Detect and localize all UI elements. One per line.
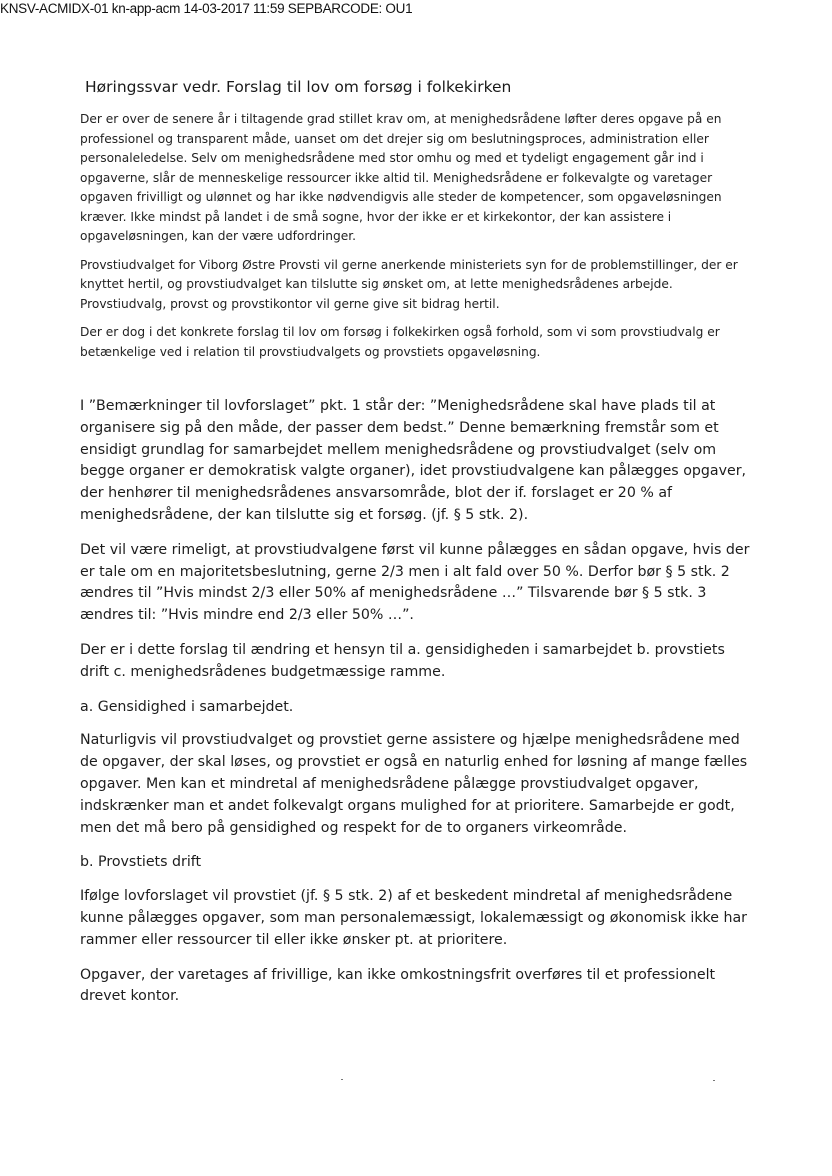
body-paragraph: Opgaver, der varetages af frivillige, kan ikke omkostningsfrit overføres til et professionelt drevet kontor.	[80, 966, 716, 1005]
scan-speck	[713, 1080, 715, 1081]
intro-paragraph: Der er dog i det konkrete forslag til lov om forsøg i folkekirken også forhold, som vi som provstiudvalg er betænkelige ved i relation til provstiudvalgets og provstiets opgaveløsning.	[80, 325, 720, 359]
body-paragraph: Ifølge lovforslaget vil provstiet (jf. § 5 stk. 2) af et beskedent mindretal af menighedsrådene kunne pålægges opgaver, som man personalemæssigt, lokalemæssigt og økonomisk ikke har rammer eller ressourcer til eller ikke ønsker pt. at prioritere.	[80, 888, 747, 948]
body-paragraph: I ”Bemærkninger til lovforslaget” pkt. 1 står der: ”Menighedsrådene skal have plads til at organisere sig på den måde, der passer dem bedst.” Denne bemærkning fremstår som et ensidigt grundlag for samarbejdet mellem menighedsrådene og provstiudvalget (selv om begge organer er demokratisk valgte organer), idet provstiudvalgene kan pålægges opgaver, der henhører til menighedsrådenes ansvarsområde, blot der if. forslaget er 20 % af menighedsrådene, der kan tilslutte sig et forsøg. (jf. § 5 stk. 2).	[80, 398, 747, 523]
document-page	[80, 78, 752, 1021]
body-paragraph: Naturligvis vil provstiudvalget og provstiet gerne assistere og hjælpe menighedsrådene med de opgaver, der skal løses, og provstiet er også en naturlig enhed for løsning af mange fælles opgaver. Men kan et mindretal af menighedsrådene pålægge provstiudvalget opgaver, indskrænker man et andet folkevalgt organs mulighed for at prioritere. Samarbejde er godt, men det må bero på gensidighed og respekt for de to organers virkeområde.	[80, 732, 748, 836]
body-paragraph: Det vil være rimeligt, at provstiudvalgene først vil kunne pålægges en sådan opgave, hvis der er tale om en majoritetsbeslutning, gerne 2/3 men i alt fald over 50 %. Derfor bør § 5 stk. 2 ændres til ”Hvis mindst 2/3 eller 50% af menighedsrådene …” Tilsvarende bør § 5 stk. 3 ændres til: ”Hvis mindre end 2/3 eller 50% …”.	[80, 541, 750, 624]
scan-speck	[341, 1079, 343, 1080]
section-heading-provstiets-drift: b. Provstiets drift	[80, 854, 202, 871]
intro-paragraph: Provstiudvalget for Viborg Østre Provsti vil gerne anerkende ministeriets syn for de problemstillinger, der er knyttet hertil, og provstiudvalget kan tilslutte sig ønsket om, at lette menighedsrådenes arbejde. Provstiudvalg, provst og provstikontor vil gerne give sit bidrag hertil.	[80, 257, 738, 311]
main-section	[80, 396, 752, 1008]
scan-header-stamp: KNSV-ACMIDX-01 kn-app-acm 14-03-2017 11:59 SEPBARCODE: OU1	[0, 1, 413, 16]
document-title: Høringssvar vedr. Forslag til lov om forsøg i folkekirken	[85, 78, 512, 96]
section-heading-gensidighed: a. Gensidighed i samarbejdet.	[80, 698, 294, 715]
intro-paragraph: Der er over de senere år i tiltagende grad stillet krav om, at menighedsrådene løfter deres opgave på en professionel og transparent måde, uanset om det drejer sig om beslutningsproces, administration eller personaleledelse. Selv om menighedsrådene med stor omhu og med et tydeligt engagement går ind i opgaverne, slår de menneskelige ressourcer ikke altid til. Menighedsrådene er folkevalgte og varetager opgaven frivilligt og ulønnet og har ikke nødvendigvis alle steder de kompetencer, som opgaveløsningen kræver. Ikke mindst på landet i de små sogne, hvor der ikke er et kirkekontor, der kan assistere i opgaveløsningen, kan der være udfordringer.	[80, 112, 722, 243]
intro-section	[80, 110, 752, 362]
body-paragraph: Der er i dette forslag til ændring et hensyn til a. gensidigheden i samarbejdet b. provstiets drift c. menighedsrådenes budgetmæssige ramme.	[80, 641, 725, 680]
